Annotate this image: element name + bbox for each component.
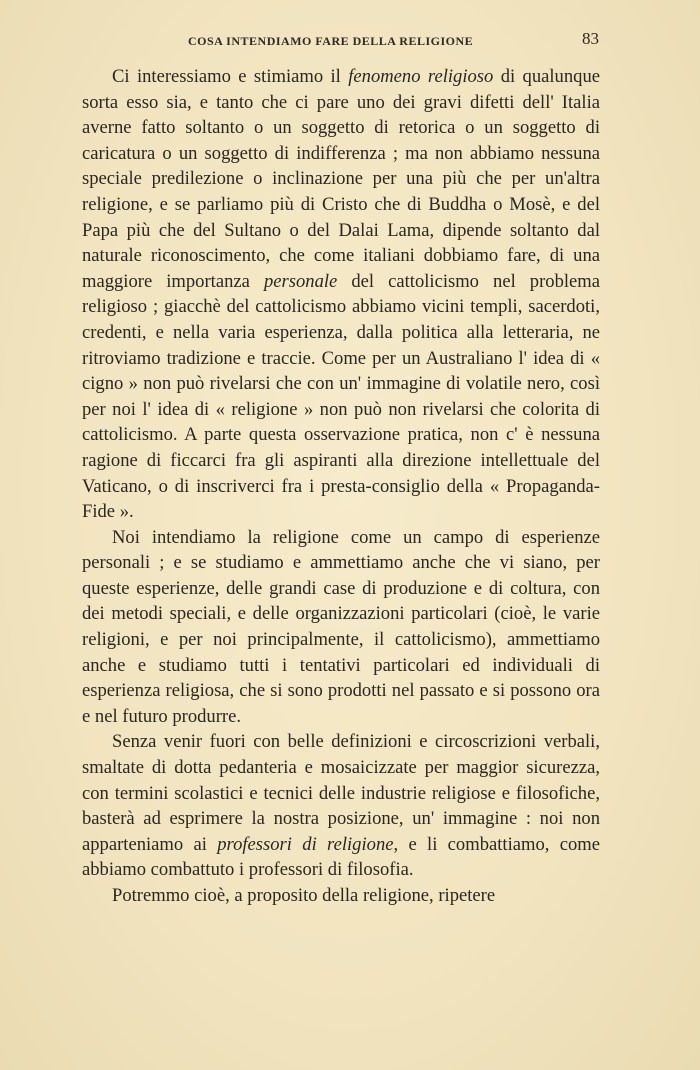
italic-segment: personale (263, 270, 338, 292)
paragraph-2 (82, 525, 600, 730)
text-segment: Ci interessiamo e stimiamo il (112, 66, 349, 87)
text-segment: del cattolicismo nel problema religioso ; giacchè del cattolicismo abbiamo vicini templi, sacerdoti, credenti, e nella varia esperienza, dalla politica alla letteraria, ne ritroviamo tradizione e traccie. Come per un Australiano l' idea di « cigno » non può rivelarsi che con un' immagine di volatile nero, così per noi l' idea di « religione » non può non rivelarsi che colorita di cattolicismo. A parte questa osservazione pratica, non c' è nessuna ragione di ficcarci fra gli aspiranti alla direzione intellettuale del Vaticano, o di inscriverci fra i presta-consiglio della « Propaganda-Fide ». (82, 270, 601, 523)
running-head: COSA INTENDIAMO FARE DELLA RELIGIONE (188, 34, 474, 48)
paragraph-4 (82, 883, 600, 909)
paragraph-1 (82, 64, 600, 525)
italic-segment: fenomeno religioso (348, 66, 494, 87)
italic-segment: professori di religione (217, 833, 394, 855)
text-segment: , e li combattiamo, come abbiamo combattuto i professori di filosofia. (82, 833, 600, 881)
text-segment: Senza venir fuori con belle definizioni e circoscrizioni verbali, smaltate di dotta pedanteria e mosaicizzate per maggior sicurezza, con termini scolastici e tecnici delle industrie religiose e filosofiche, basterà ad esprimere la nostra posizione, un' immagine : noi non apparteniamo ai (82, 731, 600, 855)
paragraph-3 (82, 729, 600, 883)
text-segment: Noi intendiamo la religione come un campo di esperienze personali ; e se studiamo e ammettiamo anche che vi siano, per queste esperienze, delle grandi case di produzione e di coltura, con dei metodi speciali, e delle organizzazioni particolari (cioè, le varie religioni, e per noi principalmente, il cattolicismo), ammettiamo anche e studiamo tutti i tentativi particolari ed individuali di esperienza religiosa, che si sono prodotti nel passato e si possono ora e nel futuro produrre. (82, 526, 600, 727)
page-number: 83 (582, 29, 599, 48)
text-segment: di qualunque sorta esso sia, e tanto che ci pare uno dei gravi difetti dell' Italia averne fatto soltanto o un soggetto di retorica o un soggetto di caricatura o un soggetto di indifferenza ; ma non abbiamo nessuna speciale predilezione o inclinazione per una più che per un'altra religione, e se parliamo più di Cristo che di Buddha o Mosè, e del Papa più che del Sultano o del Dalai Lama, dipende soltanto dal naturale riconoscimento, che come italiani dobbiamo fare, di una maggiore importanza (82, 66, 600, 292)
text-segment: Potremmo cioè, a proposito della religione, ripetere (112, 885, 496, 906)
body-text (82, 64, 600, 909)
